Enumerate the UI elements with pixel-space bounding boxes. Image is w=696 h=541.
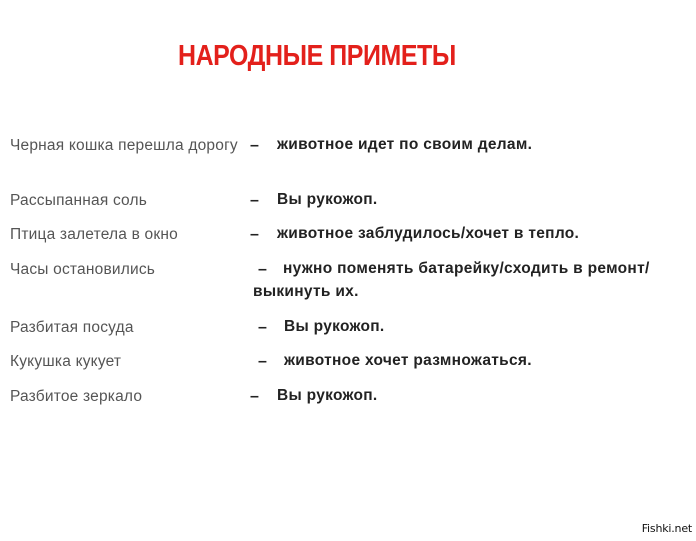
dash-separator: – — [250, 388, 259, 405]
dash-separator: – — [258, 319, 267, 336]
sign-text: Разбитая посуда — [10, 319, 134, 336]
meaning-text: нужно поменять батарейку/сходить в ремонт/выкинуть их. — [253, 260, 650, 300]
meaning-text: Вы рукожоп. — [277, 191, 378, 208]
dash-separator: – — [258, 261, 267, 278]
sign-text: Рассыпанная соль — [10, 192, 148, 209]
dash-separator: – — [250, 192, 259, 209]
meaning-text: Вы рукожоп. — [277, 387, 378, 404]
sign-text: Разбитое зеркало — [10, 388, 143, 405]
dash-separator: – — [258, 353, 267, 370]
sign-text: Часы остановились — [10, 261, 156, 278]
sign-text: Птица залетела в окно — [10, 226, 178, 243]
meaning-text: Вы рукожоп. — [284, 318, 385, 335]
dash-separator: – — [250, 137, 259, 154]
watermark: Fishki.net — [641, 522, 692, 535]
meaning-text: животное хочет размножаться. — [284, 352, 532, 369]
sign-text: Кукушка кукует — [10, 353, 122, 370]
sign-text: Черная кошка перешла дорогу — [10, 137, 238, 154]
page-title: НАРОДНЫЕ ПРИМЕТЫ — [178, 40, 456, 72]
meaning-text: животное заблудилось/хочет в тепло. — [277, 225, 580, 242]
meaning-text: животное идет по своим делам. — [277, 136, 533, 153]
dash-separator: – — [250, 226, 259, 243]
